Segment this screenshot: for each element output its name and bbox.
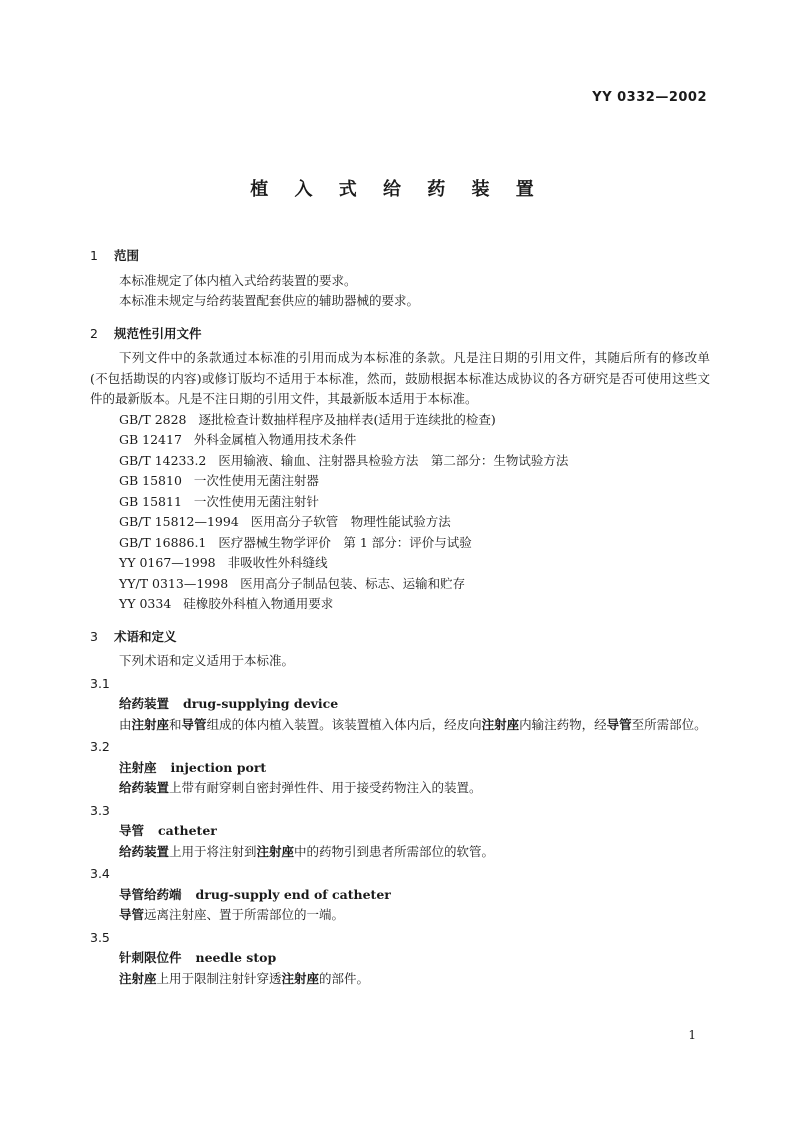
clause-number: 3.1 <box>90 675 110 691</box>
term-title: 导管 catheter <box>119 823 217 838</box>
term-definition: 由注射座和导管组成的体内植入装置。该装置植入体内后，经皮向注射座内输注药物，经导管至所需部位。 <box>119 716 707 732</box>
term-title: 针刺限位件 needle stop <box>119 950 277 965</box>
term-title: 导管给药端 drug-supply end of catheter <box>119 886 391 902</box>
reference-item: YY 0334 硅橡胶外科植入物通用要求 <box>119 596 334 611</box>
term-title: 给药装置 drug-supplying device <box>119 696 339 711</box>
term-title: 注射座 injection port <box>119 759 267 775</box>
document-title: 植 入 式 给 药 装 置 <box>250 179 544 200</box>
clause-number: 3.3 <box>90 802 110 818</box>
term-definition: 给药装置上带有耐穿刺自密封弹性件、用于接受药物注入的装置。 <box>119 780 482 795</box>
paragraph: 下列术语和定义适用于本标准。 <box>119 653 295 668</box>
section-heading-2 <box>90 324 710 345</box>
page-number: 1 <box>688 1028 696 1042</box>
section-title: 术语和定义 <box>114 628 177 644</box>
reference-item: GB 15810 一次性使用无菌注射器 <box>119 473 319 488</box>
term-definition: 注射座上用于限制注射针穿透注射座的部件。 <box>119 970 370 986</box>
section-title: 范围 <box>114 248 140 263</box>
section-number: 3 <box>90 628 98 644</box>
reference-item: GB 12417 外科金属植入物通用技术条件 <box>119 432 357 447</box>
clause-number: 3.2 <box>90 739 110 754</box>
section-title: 规范性引用文件 <box>114 325 202 341</box>
paragraph: 本标准规定了体内植入式给药装置的要求。 <box>119 272 357 288</box>
reference-item: GB/T 2828 逐批检查计数抽样程序及抽样表(适用于连续批的检查) <box>119 411 496 427</box>
reference-item: GB 15811 一次性使用无菌注射针 <box>119 493 319 509</box>
paragraph: 下列文件中的条款通过本标准的引用而成为本标准的条款。凡是注日期的引用文件，其随后所有的修改单(不包括勘误的内容)或修订版均不适用于本标准，然而，鼓励根据本标准达成协议的各方研究是否可使用这些文件的最新版本。凡是不注日期的引用文件，其最新版本适用于本标准。 <box>90 350 710 406</box>
reference-item: YY/T 0313—1998 医用高分子制品包装、标志、运输和贮存 <box>119 575 466 591</box>
term-definition: 导管远离注射座、置于所需部位的一端。 <box>119 907 345 922</box>
term-definition: 给药装置上用于将注射到注射座中的药物引到患者所需部位的软管。 <box>119 843 495 859</box>
section-number: 2 <box>90 325 98 341</box>
clause-number: 3.4 <box>90 866 110 881</box>
reference-item: GB/T 16886.1 医疗器械生物学评价 第 1 部分：评价与试验 <box>119 534 472 550</box>
section-heading-3 <box>90 627 710 648</box>
paragraph: 本标准未规定与给药装置配套供应的辅助器械的要求。 <box>119 293 420 308</box>
clause-number: 3.5 <box>90 929 110 945</box>
reference-item: YY 0167—1998 非吸收性外科缝线 <box>119 555 328 570</box>
section-number: 1 <box>90 248 98 263</box>
reference-item: GB/T 15812—1994 医用高分子软管 物理性能试验方法 <box>119 514 451 529</box>
section-heading-1 <box>90 246 710 267</box>
document-body <box>90 240 710 989</box>
standard-code: YY 0332—2002 <box>592 90 707 105</box>
reference-item: GB/T 14233.2 医用输液、输血、注射器具检验方法 第二部分：生物试验方法 <box>119 452 569 468</box>
